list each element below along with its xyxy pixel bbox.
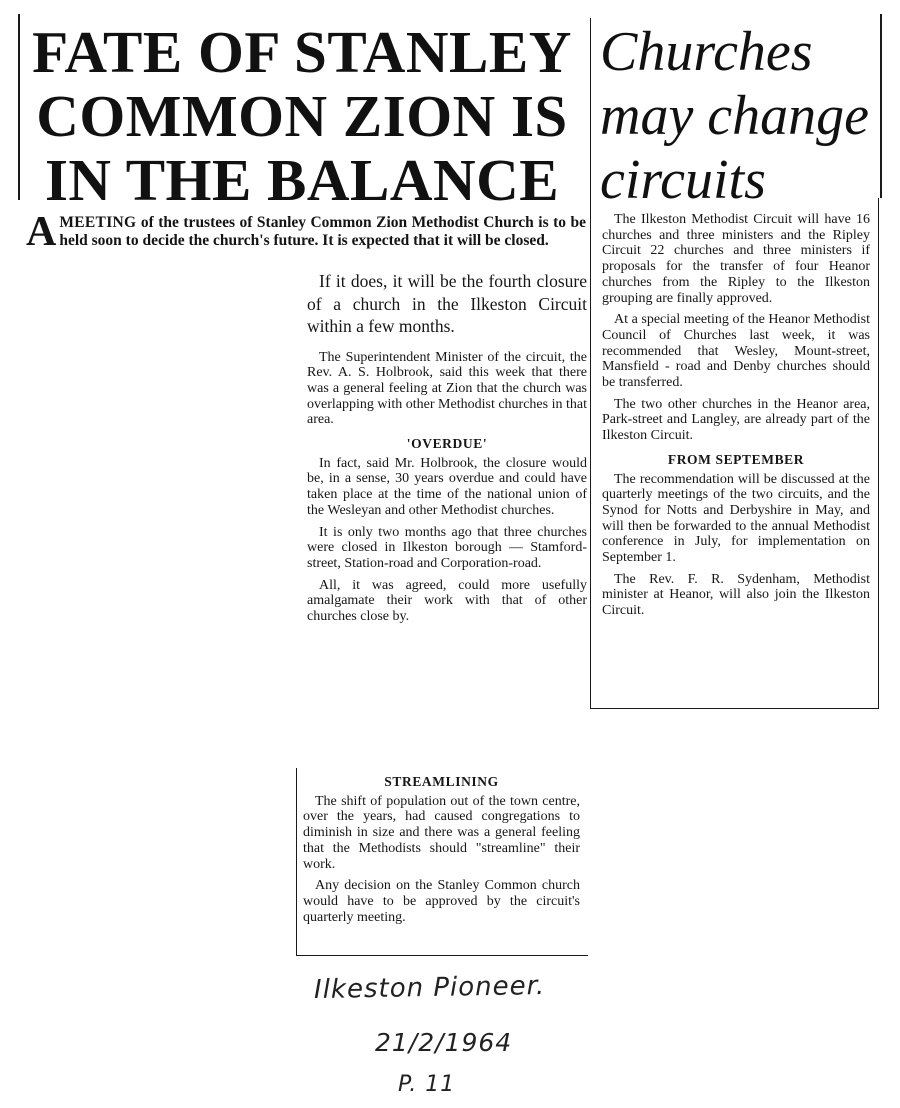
article2-column [602,212,870,625]
handwritten-page: P. 11 [398,1072,456,1097]
headline-stanley-zion [28,20,576,212]
handwritten-date: 21/2/1964 [375,1028,513,1057]
headline-line-3: IN THE BALANCE [44,147,560,213]
right-column-edge-rule [878,198,879,709]
article1-paragraph: It is only two months ago that three churches were closed in Ilkeston borough — Stamford-street, Station-road and Corporation-road. [307,524,587,571]
drop-cap: A [26,209,57,255]
article1-column-continued [303,766,580,931]
headline-line-3: circuits [600,149,766,211]
article1-paragraph: All, it was agreed, could more usefully amalgamate their work with that of other churches close by. [307,577,587,625]
headline-line-1: Churches [600,21,813,83]
right-column-bottom-rule [590,708,878,709]
intro-text: of the trustees of Stanley Common Zion Methodist Church is to be held soon to decide the church's future. It is expected that it will be closed. [59,214,586,249]
article1-paragraph: Any decision on the Stanley Common church would have to be approved by the circuit's quarterly meeting. [303,878,580,925]
article1-column [307,270,587,631]
article2-paragraph: The Rev. F. R. Sydenham, Methodist minister at Heanor, will also join the Ilkeston Circuit. [602,571,870,619]
article2-paragraph: The two other churches in the Heanor area, Park-street and Langley, are already part of the Ilkeston Circuit. [602,396,870,444]
article2-paragraph: The Ilkeston Methodist Circuit will have 16 churches and three ministers and the Ripley Circuit 22 churches and three ministers if proposals for the transfer of four Heanor churches from the Ripley to the Ilkeston grouping are finally approved. [602,212,870,306]
intro-lead-word: MEETING [59,214,137,231]
top-rule-left [18,14,20,200]
headline-line-2: COMMON ZION IS [36,83,568,149]
subhead-from-september: FROM SEPTEMBER [667,451,805,467]
article1-paragraph: The shift of population out of the town centre, over the years, had caused congregations to diminish in size and there was a general feeling that the Methodists should "streamline" their work. [303,793,580,872]
article2-paragraph: At a special meeting of the Heanor Methodist Council of Churches last week, it was recommended that Wesley, Mount-street, Mansfield - road and Denby churches should be transferred. [602,312,870,391]
subhead-streamlining: STREAMLINING [384,774,499,789]
article2-paragraph: The recommendation will be discussed at the quarterly meetings of the two circuits, and the Synod for Notts and Derbyshire in May, and will then be forwarded to the annual Methodist conference in July, for implementation on September 1. [602,471,870,566]
headline-divider-rule [590,18,591,708]
headline-churches-circuits [600,20,885,212]
headline-line-2: may change [600,85,870,147]
article1-paragraph: In fact, said Mr. Holbrook, the closure would be, in a sense, 30 years overdue and could have taken place at the time of the national union of the Wesleyan and other Methodist churches. [307,455,587,518]
headline-line-1: FATE OF STANLEY [32,19,572,85]
subhead-overdue: 'OVERDUE' [406,436,488,452]
mid-column-bottom-rule [296,955,588,956]
article1-intro [26,209,586,255]
handwritten-source: Ilkeston Pioneer. [313,970,546,1006]
article1-paragraph: If it does, it will be the fourth closure of a church in the Ilkeston Circuit within a few months. [307,271,587,336]
article1-paragraph: The Superintendent Minister of the circuit, the Rev. A. S. Holbrook, said this week that there was a general feeling at Zion that the church was overlapping with other Methodist churches in that area. [307,349,587,428]
mid-column-left-rule [296,768,297,956]
